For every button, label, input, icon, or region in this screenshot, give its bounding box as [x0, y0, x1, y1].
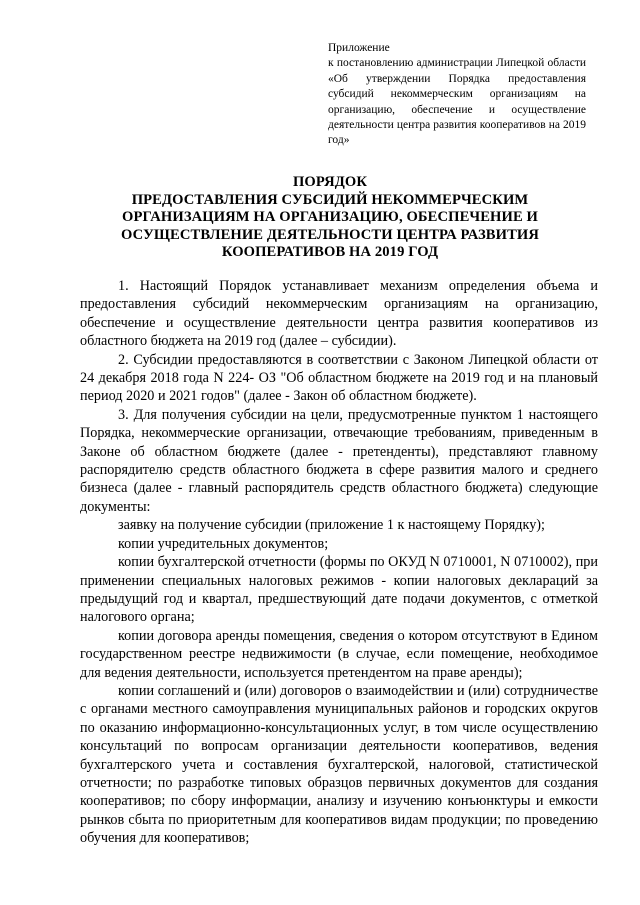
- title-line: ОСУЩЕСТВЛЕНИЕ ДЕЯТЕЛЬНОСТИ ЦЕНТРА РАЗВИТИЯ: [121, 226, 539, 243]
- title-line: ОРГАНИЗАЦИЯМ НА ОРГАНИЗАЦИЮ, ОБЕСПЕЧЕНИЕ И: [122, 209, 538, 226]
- appendix-text: к постановлению администрации Липецкой области «Об утверждении Порядка предоставления субсидий некоммерческим организациям на организацию, обеспечение и осуществление деятельности центра развития кооперативов на 2019 год»: [328, 57, 586, 147]
- document-body: [80, 277, 598, 848]
- document-title: [60, 174, 600, 262]
- paragraph-item-application: заявку на получение субсидии (приложение 1 к настоящему Порядку);: [118, 517, 545, 534]
- paragraph-2: 2. Субсидии предоставляются в соответствии с Законом Липецкой области от 24 декабря 2018 года N 224- ОЗ "Об областном бюджете на 2019 год и на плановый период 2020 и 2021 годов" (далее - Закон об областном бюджете).: [80, 351, 598, 405]
- appendix-block: [328, 41, 586, 149]
- title-line: КООПЕРАТИВОВ НА 2019 ГОД: [221, 244, 439, 261]
- paragraph-item-accounting: копии бухгалтерской отчетности (формы по ОКУД N 0710001, N 0710002), при применении специальных налоговых режимов - копии налоговых деклараций за предыдущий год и квартал, предшествующий дате подачи документов, с отметкой налогового органа;: [80, 554, 598, 626]
- appendix-title: Приложение: [328, 42, 390, 54]
- paragraph-item-lease: копии договора аренды помещения, сведения о котором отсутствуют в Едином государственном реестре недвижимости (в случае, если помещение, необходимое для ведения деятельности, используется претендентом на праве аренды);: [80, 627, 598, 681]
- title-line: ПРЕДОСТАВЛЕНИЯ СУБСИДИЙ НЕКОММЕРЧЕСКИМ: [131, 191, 529, 208]
- paragraph-3: 3. Для получения субсидии на цели, предусмотренные пунктом 1 настоящего Порядка, некоммерческие организации, отвечающие требованиям, приведенным в Законе об областном бюджете (далее - претенденты), представляют главному распорядителю средств областного бюджета в сфере развития малого и среднего бизнеса (далее - главный распорядитель средств областного бюджета) следующие документы:: [80, 406, 598, 515]
- paragraph-item-agreements: копии соглашений и (или) договоров о взаимодействии и (или) сотрудничестве с органами местного самоуправления муниципальных районов и городских округов по оказанию информационно-консультационных услуг, в том числе осуществлению консультаций по вопросам организации деятельности кооперативов, ведения бухгалтерского учета и составления бухгалтерской, налоговой, статистической отчетности; по разработке типовых образцов первичных документов для создания кооперативов; по сбору информации, анализу и изучению конъюнктуры и емкости рынков сбыта по приоритетным для кооперативов видам продукции; по проведению обучения для кооперативов;: [80, 682, 598, 847]
- paragraph-1: 1. Настоящий Порядок устанавливает механизм определения объема и предоставления субсидий некоммерческим организациям на организацию, обеспечение и осуществление деятельности центра развития кооперативов из областного бюджета на 2019 год (далее – субсидии).: [80, 278, 598, 350]
- paragraph-item-founding-docs: копии учредительных документов;: [118, 535, 329, 552]
- title-line: ПОРЯДОК: [292, 174, 368, 190]
